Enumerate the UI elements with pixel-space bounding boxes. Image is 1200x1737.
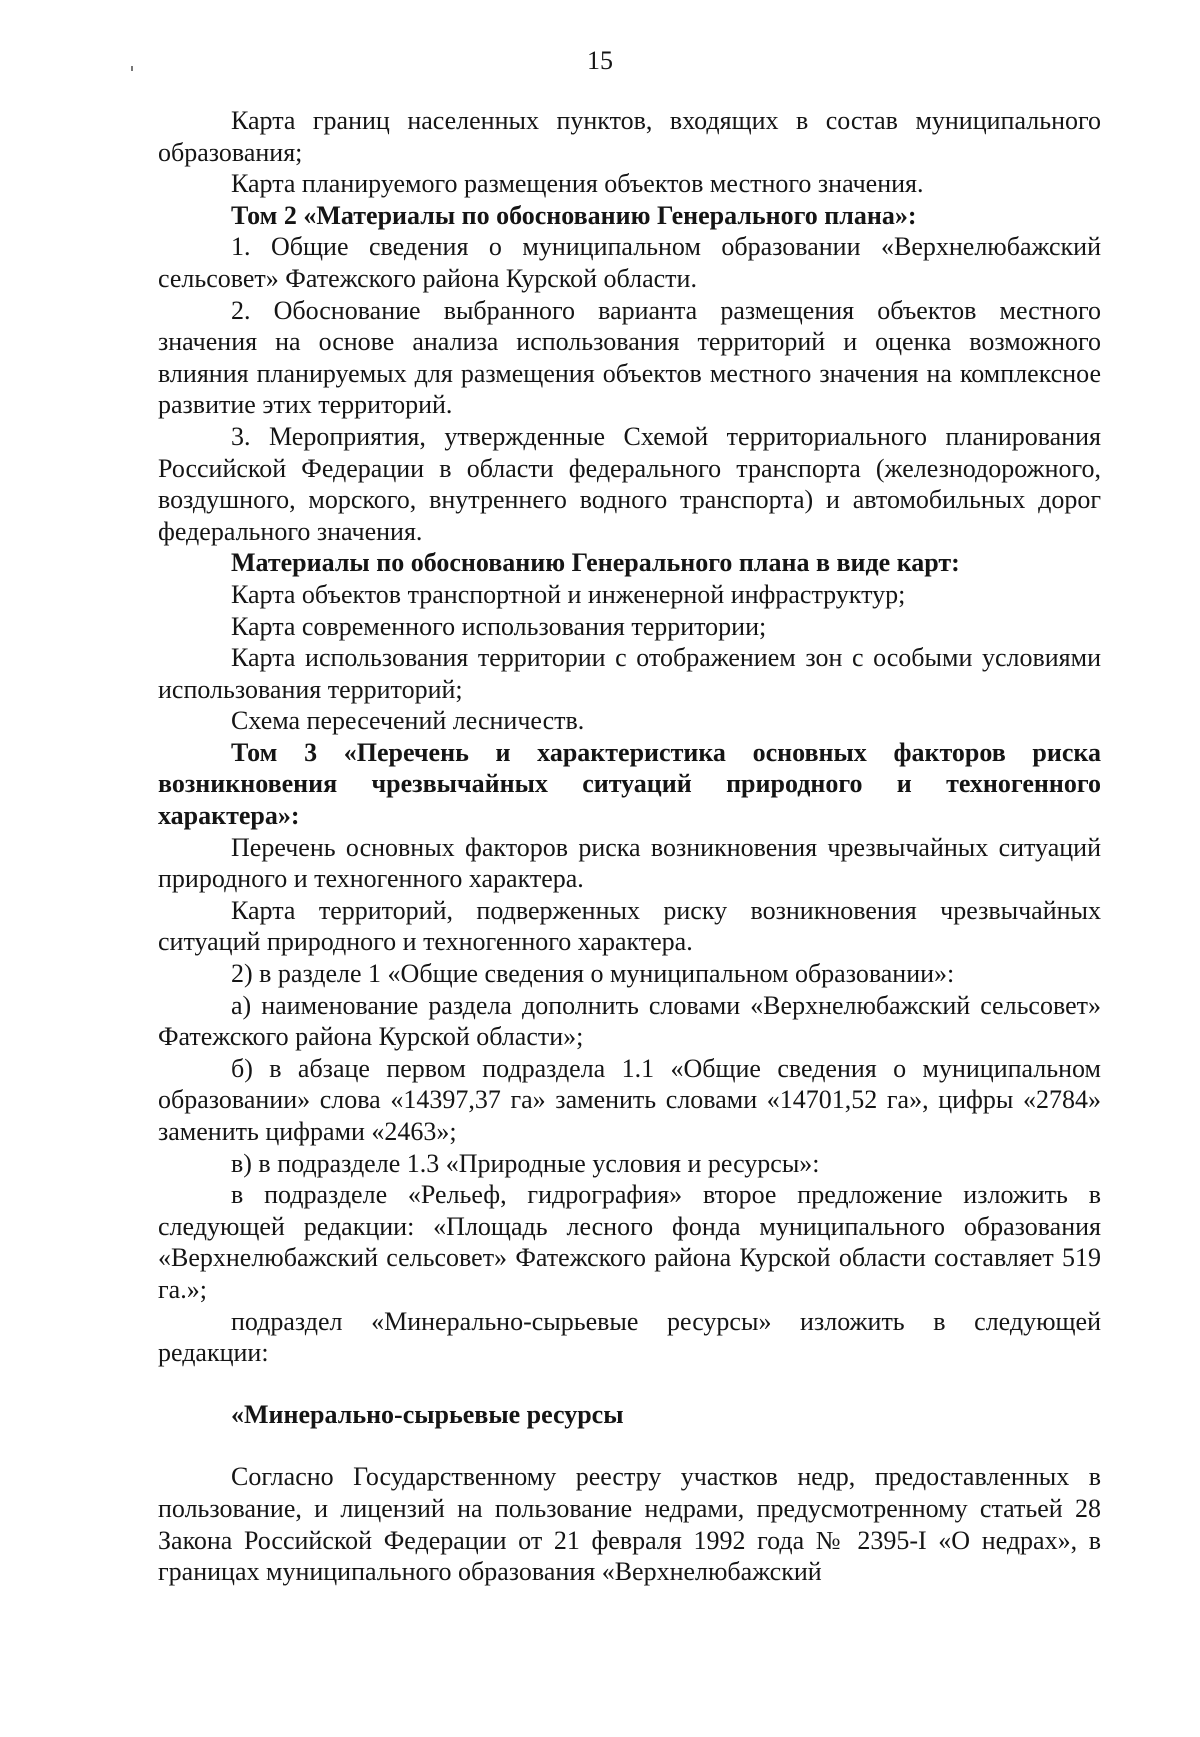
paragraph-transport-map: Карта объектов транспортной и инженерной инфраструктур; [231,579,906,609]
heading-volume-3: Том 3 «Перечень и характеристика основных факторов риска возникновения чрезвычайных ситуаций природного и техногенного характера»: [158,737,1101,831]
heading-volume-2: Том 2 «Материалы по обоснованию Генерального плана»: [231,200,917,230]
paragraph-section-1: 2) в разделе 1 «Общие сведения о муниципальном образовании»: [231,959,955,989]
heading-justification-maps: Материалы по обоснованию Генерального плана в виде карт: [231,548,960,578]
paragraph-general-info: 1. Общие сведения о муниципальном образовании «Верхнелюбажский сельсовет» Фатежского района Курской области. [158,232,1101,293]
page-number: 15 [587,46,613,75]
paragraph-subsoil-registry: Согласно Государственному реестру участков недр, предоставленных в пользование, и лицензий на пользование недрами, предусмотренному статьей 28 Закона Российской Федерации от 21 февраля 1992 года № 2395-I «О недрах», в границах муниципального образования «Верхнелюбажский [158,1462,1101,1587]
paragraph-federal-measures: 3. Мероприятия, утвержденные Схемой территориального планирования Российской Федерации в области федерального транспорта (железнодорожного, воздушного, морского, внутреннего водного транспорта) и автомобильных дорог федерального значения. [158,421,1101,546]
paragraph-forestry-scheme: Схема пересечений лесничеств. [231,706,585,736]
paragraph-map-boundaries: Карта границ населенных пунктов, входящих в состав муниципального образования; [158,106,1101,167]
paragraph-mineral-resources-edit: подраздел «Минерально-сырьевые ресурсы» изложить в следующей редакции: [158,1306,1101,1368]
blank-line [158,1369,1101,1399]
document-body [158,105,1101,1588]
paragraph-relief-hydrography: в подразделе «Рельеф, гидрография» второе предложение изложить в следующей редакции: «Площадь лесного фонда муниципального образования «Верхнелюбажский сельсовет» Фатежского района Курской области составляет 519 га.»; [158,1180,1101,1304]
paragraph-risk-map: Карта территорий, подверженных риску возникновения чрезвычайных ситуаций природного и техногенного характера. [158,895,1101,957]
paragraph-current-use-map: Карта современного использования территории; [231,611,767,641]
heading-mineral-resources: «Минерально-сырьевые ресурсы [231,1399,624,1429]
paragraph-item-a: а) наименование раздела дополнить словами «Верхнелюбажский сельсовет» Фатежского района Курской области»; [158,990,1101,1052]
paragraph-item-b: б) в абзаце первом подраздела 1.1 «Общие сведения о муниципальном образовании» слова «14397,37 га» заменить словами «14701,52 га», цифры «2784» заменить цифрами «2463»; [158,1053,1101,1146]
paragraph-map-local-objects: Карта планируемого размещения объектов местного значения. [231,169,924,199]
blank-line [158,1430,1101,1461]
paragraph-risk-list: Перечень основных факторов риска возникновения чрезвычайных ситуаций природного и техногенного характера. [158,832,1101,894]
paragraph-item-v: в) в подразделе 1.3 «Природные условия и ресурсы»: [231,1148,820,1178]
paragraph-justification: 2. Обоснование выбранного варианта размещения объектов местного значения на основе анализа использования территорий и оценка возможного влияния планируемых для размещения объектов местного значения на комплексное развитие этих территорий. [158,295,1101,420]
paragraph-special-zones-map: Карта использования территории с отображением зон с особыми условиями использования территорий; [158,643,1101,704]
